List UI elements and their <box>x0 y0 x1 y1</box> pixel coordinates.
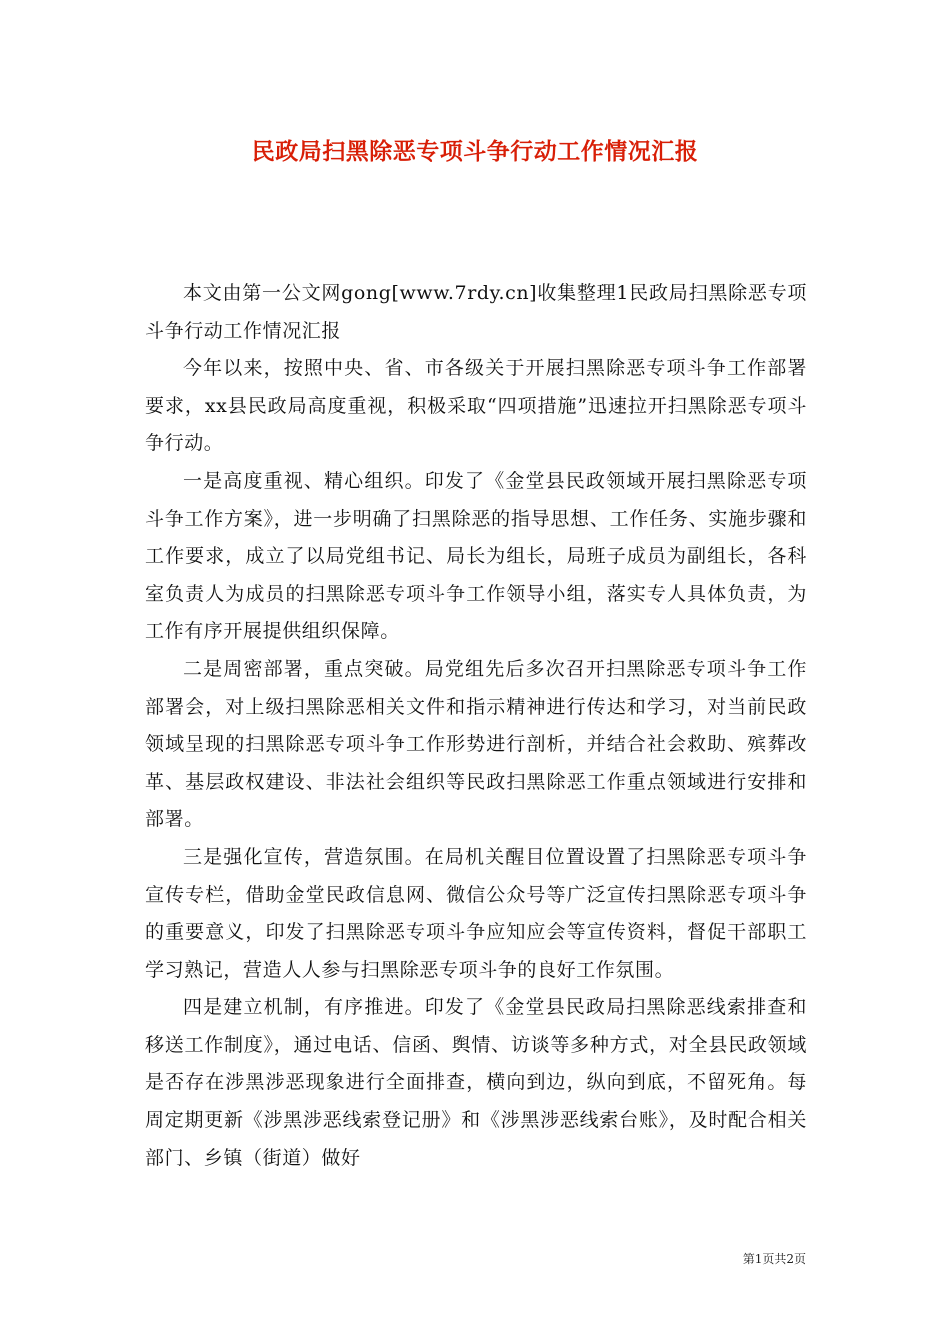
paragraph-measure-2: 二是周密部署，重点突破。局党组先后多次召开扫黑除恶专项斗争工作部署会，对上级扫黑除恶相关文件和指示精神进行传达和学习，对当前民政领域呈现的扫黑除恶专项斗争工作形势进行剖析，并结合社会救助、殡葬改革、基层政权建设、非法社会组织等民政扫黑除恶工作重点领域进行安排和部署。 <box>145 657 807 831</box>
paragraph-measure-1: 一是高度重视、精心组织。印发了《金堂县民政领域开展扫黑除恶专项斗争工作方案》，进一步明确了扫黑除恶的指导思想、工作任务、实施步骤和工作要求，成立了以局党组书记、局长为组长，局班子成员为副组长，各科室负责人为成员的扫黑除恶专项斗争工作领导小组，落实专人具体负责，为工作有序开展提供组织保障。 <box>145 469 807 643</box>
paragraph-source-note: 本文由第一公文网gong[www.7rdy.cn]收集整理1民政局扫黑除恶专项斗争行动工作情况汇报 <box>145 282 807 342</box>
paragraph-intro: 今年以来，按照中央、省、市各级关于开展扫黑除恶专项斗争工作部署要求，xx县民政局高度重视，积极采取“四项措施”迅速拉开扫黑除恶专项斗争行动。 <box>145 357 807 455</box>
paragraph-measure-3: 三是强化宣传，营造氛围。在局机关醒目位置设置了扫黑除恶专项斗争宣传专栏，借助金堂民政信息网、微信公众号等广泛宣传扫黑除恶专项斗争的重要意义，印发了扫黑除恶专项斗争应知应会等宣传资料，督促干部职工学习熟记，营造人人参与扫黑除恶专项斗争的良好工作氛围。 <box>145 845 807 981</box>
page-number: 第1页共2页 <box>742 1252 806 1266</box>
document-title: 民政局扫黑除恶专项斗争行动工作情况汇报 <box>251 138 699 165</box>
paragraph-measure-4: 四是建立机制，有序推进。印发了《金堂县民政局扫黑除恶线索排查和移送工作制度》，通过电话、信函、舆情、访谈等多种方式，对全县民政领域是否存在涉黑涉恶现象进行全面排查，横向到边，纵向到底，不留死角。每周定期更新《涉黑涉恶线索登记册》和《涉黑涉恶线索台账》，及时配合相关部门、乡镇（街道）做好 <box>145 996 807 1169</box>
document-body <box>145 275 807 1177</box>
